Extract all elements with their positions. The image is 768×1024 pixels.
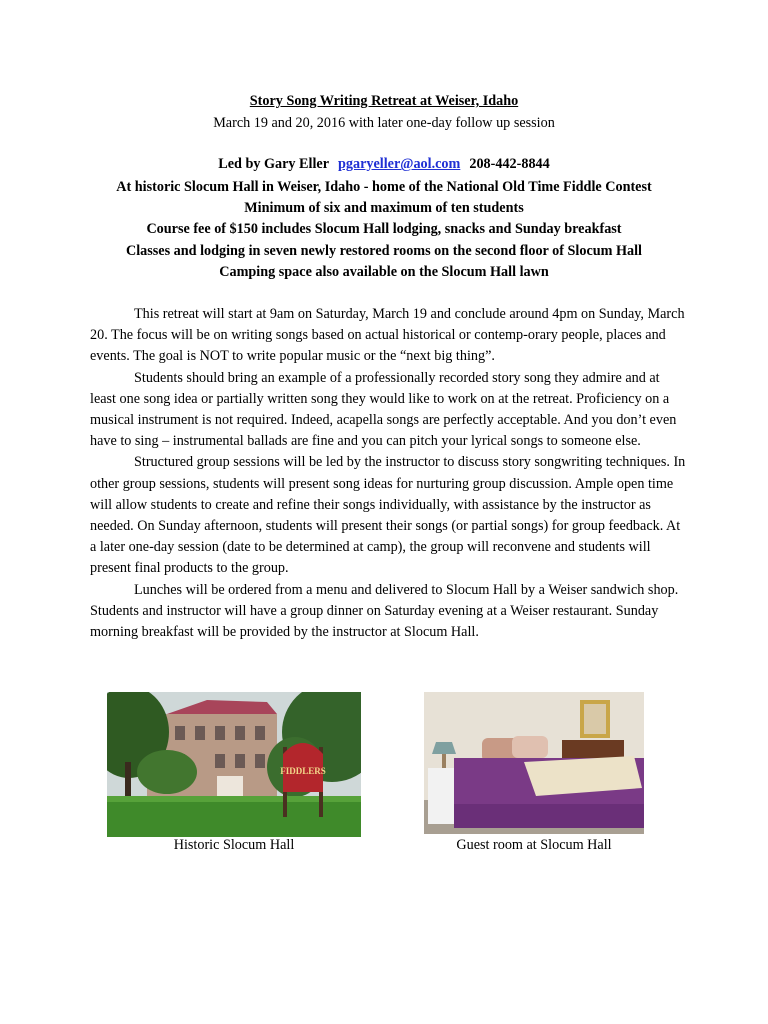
paragraph-meals: Lunches will be ordered from a menu and delivered to Slocum Hall by a Weiser sandwich shop. Students and instructor will have a group dinner on Saturday evening at a Weiser restaurant. Sunday morning breakfast will be provided by the instructor at Slocum Hall. bbox=[90, 581, 679, 641]
slocum-hall-caption: Historic Slocum Hall bbox=[173, 837, 295, 853]
paragraph-schedule: This retreat will start at 9am on Saturday, March 19 and conclude around 4pm on Sunday, March 20. The focus will be on writing songs based on actual historical or contemp-orary people, places and events. The goal is NOT to write popular music or the “next big thing”. bbox=[90, 306, 685, 365]
email-link[interactable]: pgaryeller@aol.com bbox=[338, 156, 461, 172]
sign-text: FIDDLERS bbox=[280, 766, 326, 776]
phone-number: 208-442-8844 bbox=[469, 156, 550, 172]
fact-camping: Camping space also available on the Slocum Hall lawn bbox=[219, 263, 549, 280]
guest-room-photo bbox=[424, 692, 644, 834]
paragraph-sessions: Structured group sessions will be led by the instructor to discuss story songwriting techniques. In other group sessions, students will present song ideas for nurturing group discussion. Ample open time will allow students to create and refine their songs individually, with assistance by the instructor as needed. On Sunday afternoon, students will present their songs (or partial songs) for group feedback. At a later one-day session (date to be determined at camp), the group will reconvene and students will present final products to the group. bbox=[90, 454, 686, 577]
fact-course-fee: Course fee of $150 includes Slocum Hall lodging, snacks and Sunday breakfast bbox=[146, 221, 622, 238]
led-by-text: Led by Gary Eller bbox=[218, 156, 330, 172]
body-text bbox=[90, 304, 688, 643]
contact-line bbox=[0, 156, 768, 173]
fact-class-size: Minimum of six and maximum of ten students bbox=[244, 200, 524, 217]
retreat-facts bbox=[0, 177, 768, 283]
fact-classes-lodging: Classes and lodging in seven newly restored rooms on the second floor of Slocum Hall bbox=[125, 242, 643, 259]
slocum-hall-photo bbox=[107, 692, 361, 837]
fact-location: At historic Slocum Hall in Weiser, Idaho - home of the National Old Time Fiddle Contest bbox=[116, 179, 652, 195]
document-subtitle: March 19 and 20, 2016 with later one-day follow up session bbox=[213, 115, 555, 131]
paragraph-what-to-bring: Students should bring an example of a professionally recorded story song they admire and at least one song idea or partially written song they would like to work on at the retreat. Proficiency on a musical instrument is not required. Indeed, acapella songs are perfectly acceptable. And you don’t even have to sing – instrumental ballads are fine and you can pitch your lyrical songs to someone else. bbox=[90, 369, 677, 450]
document-title: Story Song Writing Retreat at Weiser, Idaho bbox=[249, 93, 519, 109]
guest-room-caption: Guest room at Slocum Hall bbox=[456, 837, 612, 853]
